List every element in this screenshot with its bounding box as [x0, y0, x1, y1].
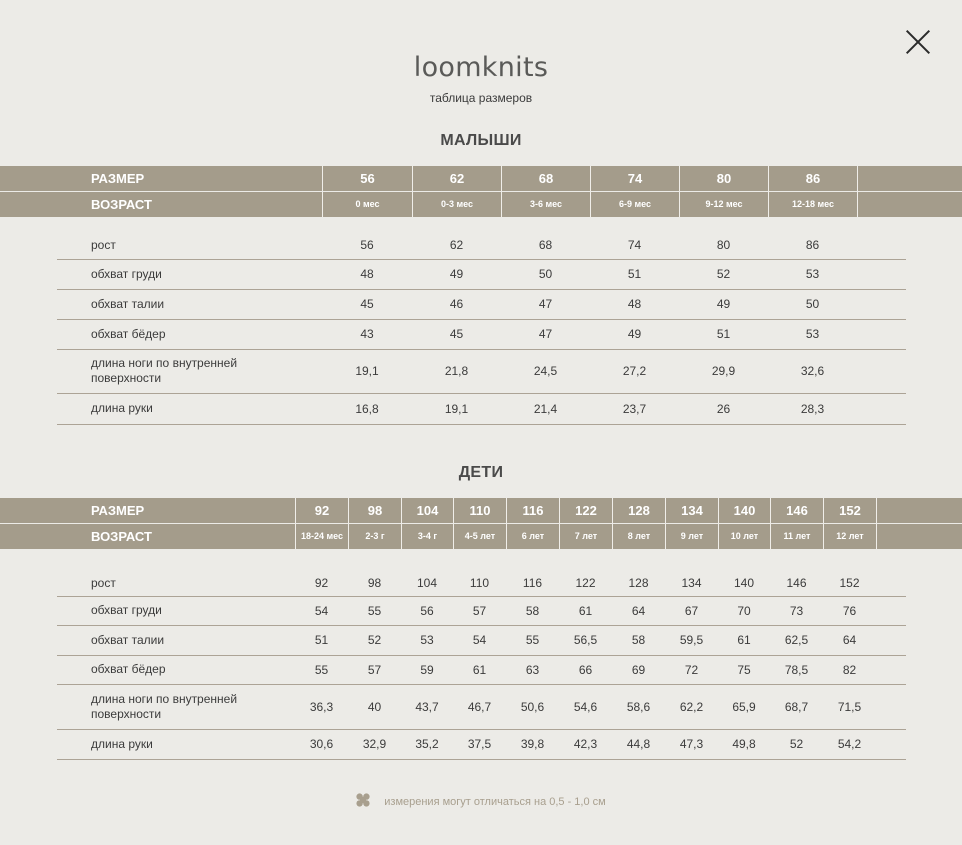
measurement-value: 86: [805, 238, 820, 252]
measurement-value: 78,5: [784, 662, 809, 677]
measurement-value: 62,5: [784, 633, 809, 647]
measurement-value: 61: [578, 603, 593, 618]
age-cell: 10 лет: [718, 524, 770, 549]
measurement-value: 49,8: [732, 737, 756, 751]
measurement-value: 24,5: [533, 364, 558, 378]
measurement-value: 80: [716, 238, 731, 252]
measurement-value: 70: [737, 603, 751, 618]
table-row: [57, 596, 906, 626]
size-cell: 122: [559, 498, 612, 523]
measurement-value: 104: [416, 576, 438, 590]
size-cell: 140: [718, 498, 770, 523]
measurement-value: 51: [314, 633, 329, 647]
measurement-value: 50: [805, 297, 820, 311]
measurement-value: 54,6: [573, 699, 598, 714]
age-cell: 8 лет: [612, 524, 665, 549]
size-header-row: [0, 498, 962, 523]
measurement-value: 29,9: [711, 364, 736, 378]
size-cell: 62: [412, 166, 501, 191]
measurement-value: 57: [367, 662, 382, 677]
size-cell: 146: [770, 498, 823, 523]
age-header-row: [0, 192, 962, 217]
measurement-value: 56: [420, 603, 434, 618]
measurement-label: обхват груди: [91, 603, 162, 617]
measurement-value: 35,2: [415, 737, 439, 751]
measurement-value: 49: [627, 327, 642, 341]
measurement-value: 53: [420, 633, 434, 647]
size-label: РАЗМЕР: [91, 171, 145, 186]
measurement-value: 50,6: [520, 699, 545, 714]
size-cell: 116: [506, 498, 559, 523]
measurement-value: 122: [575, 576, 596, 590]
measurement-value: 58,6: [626, 699, 651, 714]
measurement-value: 68: [538, 238, 553, 252]
measurement-value: 21,4: [533, 401, 558, 416]
measurement-value: 53: [805, 267, 820, 281]
measurement-value: 51: [627, 267, 642, 281]
measurement-value: 44,8: [626, 737, 651, 751]
table-row: [57, 625, 906, 656]
table-row: [57, 729, 906, 760]
size-cell: 104: [401, 498, 453, 523]
measurement-value: 134: [681, 576, 702, 590]
age-cell: 18-24 мес: [295, 524, 348, 549]
measurement-value: 128: [628, 576, 649, 590]
measurement-value: 51: [716, 327, 731, 341]
age-cell: 3-6 мес: [501, 192, 590, 217]
measurement-value: 28,3: [800, 401, 825, 416]
measurement-label: длина ноги по внутренней поверхности: [91, 691, 238, 721]
age-cell: 9 лет: [665, 524, 718, 549]
measurement-value: 19,1: [355, 364, 379, 378]
size-cell: 74: [590, 166, 679, 191]
table-row: [57, 570, 906, 597]
measurement-label: длина ноги по внутренней поверхности: [91, 356, 238, 385]
measurement-value: 62: [449, 238, 464, 252]
size-label: РАЗМЕР: [91, 503, 145, 518]
size-cell: 56: [322, 166, 412, 191]
age-header-row: [0, 524, 962, 549]
measurement-value: 76: [842, 603, 857, 618]
measurement-value: 32,9: [362, 737, 387, 751]
measurement-value: 43: [360, 327, 374, 341]
measurement-value: 52: [367, 633, 382, 647]
measurement-value: 27,2: [622, 364, 647, 378]
measurement-value: 48: [627, 297, 642, 311]
measurement-value: 46: [449, 297, 464, 311]
measurement-value: 69: [631, 662, 646, 677]
measurement-value: 52: [789, 737, 804, 751]
measurement-value: 56,5: [573, 633, 598, 647]
measurement-value: 140: [733, 576, 755, 590]
size-cell: 80: [679, 166, 768, 191]
size-cell: 128: [612, 498, 665, 523]
measurement-value: 54,2: [837, 737, 862, 751]
measurement-value: 64: [842, 633, 857, 647]
measurement-value: 55: [525, 633, 540, 647]
page-subtitle: таблица размеров: [429, 91, 533, 105]
measurement-value: 40: [367, 699, 382, 714]
measurement-value: 110: [469, 576, 490, 590]
measurement-value: 116: [522, 576, 543, 590]
age-cell: 7 лет: [559, 524, 612, 549]
table-row: [57, 655, 906, 685]
table-row: [57, 393, 906, 425]
measurement-value: 75: [737, 662, 751, 677]
age-cell: 11 лет: [770, 524, 823, 549]
size-cell: 134: [665, 498, 718, 523]
age-cell: 6-9 мес: [590, 192, 679, 217]
measurement-value: 64: [631, 603, 646, 618]
measurement-value: 45: [360, 297, 374, 311]
table-row: [57, 349, 906, 394]
size-cell: 68: [501, 166, 590, 191]
measurement-value: 61: [472, 662, 487, 677]
measurement-label: обхват талии: [91, 296, 165, 311]
measurement-value: 30,6: [309, 737, 334, 751]
measurement-value: 52: [716, 267, 731, 281]
section-title-kids: ДЕТИ: [458, 464, 504, 481]
age-cell: 2-3 г: [348, 524, 401, 549]
measurement-note: [0, 793, 962, 808]
section-title-babies: МАЛЫШИ: [440, 132, 522, 149]
measurement-value: 152: [839, 576, 860, 590]
flower-cross-icon: [356, 793, 370, 807]
table-row: [57, 319, 906, 350]
measurement-value: 92: [314, 576, 329, 590]
measurement-value: 72: [684, 662, 699, 677]
measurement-value: 47,3: [679, 737, 704, 751]
table-row: [57, 289, 906, 320]
measurement-value: 58: [631, 633, 646, 647]
measurement-value: 57: [472, 603, 487, 618]
size-cell: 110: [453, 498, 506, 523]
measurement-value: 26: [716, 401, 731, 416]
measurement-value: 146: [786, 576, 807, 590]
measurement-value: 45: [449, 327, 464, 341]
measurement-value: 67: [684, 603, 699, 618]
age-cell: 0-3 мес: [412, 192, 501, 217]
measurement-value: 82: [842, 662, 857, 677]
measurement-value: 42,3: [573, 737, 598, 751]
measurement-value: 61: [737, 633, 751, 647]
measurement-value: 53: [805, 327, 820, 341]
measurement-label: обхват талии: [91, 632, 165, 647]
size-header-row: [0, 166, 962, 191]
measurement-value: 48: [360, 267, 374, 281]
age-label: ВОЗРАСТ: [91, 529, 152, 544]
measurement-value: 58: [525, 603, 540, 618]
measurement-value: 54: [472, 633, 487, 647]
measurement-value: 43,7: [415, 699, 439, 714]
age-cell: 3-4 г: [401, 524, 453, 549]
measurement-value: 56: [360, 238, 374, 252]
measurement-value: 98: [367, 576, 382, 590]
measurement-note-text: измерения могут отличаться на 0,5 - 1,0 см: [384, 796, 606, 808]
measurement-value: 63: [525, 662, 540, 677]
measurement-value: 59,5: [679, 633, 704, 647]
table-row: [57, 259, 906, 290]
measurement-label: длина руки: [91, 736, 153, 751]
measurement-value: 37,5: [467, 737, 492, 751]
measurement-value: 21,8: [444, 364, 469, 378]
age-cell: 12 лет: [823, 524, 876, 549]
size-cell: 152: [823, 498, 876, 523]
measurement-value: 46,7: [467, 699, 492, 714]
age-cell: 0 мес: [322, 192, 412, 217]
table-row: [57, 684, 906, 730]
measurement-value: 39,8: [520, 737, 545, 751]
age-label: ВОЗРАСТ: [91, 197, 152, 212]
measurement-value: 55: [367, 603, 382, 618]
age-cell: 4-5 лет: [453, 524, 506, 549]
age-cell: 12-18 мес: [768, 192, 857, 217]
measurement-value: 62,2: [679, 699, 704, 714]
measurement-value: 73: [789, 603, 804, 618]
measurement-value: 49: [716, 297, 731, 311]
measurement-value: 19,1: [444, 401, 469, 416]
measurement-value: 54: [314, 603, 329, 618]
measurement-label: обхват бёдер: [91, 662, 166, 676]
measurement-label: обхват груди: [91, 266, 162, 281]
size-cell: 98: [348, 498, 401, 523]
measurement-value: 49: [449, 267, 464, 281]
measurement-value: 32,6: [800, 364, 825, 378]
measurement-value: 68,7: [784, 699, 809, 714]
brand-logo: loomknits: [413, 52, 549, 83]
age-cell: 9-12 мес: [679, 192, 768, 217]
measurement-label: рост: [91, 575, 116, 590]
measurement-label: длина руки: [91, 401, 153, 415]
size-cell: 92: [295, 498, 348, 523]
measurement-value: 23,7: [622, 401, 647, 416]
measurement-value: 50: [538, 267, 553, 281]
measurement-label: обхват бёдер: [91, 326, 166, 341]
measurement-value: 16,8: [355, 401, 379, 416]
table-row: [57, 231, 906, 260]
measurement-value: 65,9: [732, 699, 756, 714]
measurement-label: рост: [91, 237, 116, 252]
size-cell: 86: [768, 166, 857, 191]
measurement-value: 74: [627, 238, 642, 252]
measurement-value: 55: [314, 662, 329, 677]
measurement-value: 47: [538, 297, 553, 311]
age-cell: 6 лет: [506, 524, 559, 549]
measurement-value: 59: [420, 662, 434, 677]
measurement-value: 66: [578, 662, 593, 677]
measurement-value: 71,5: [837, 699, 862, 714]
measurement-value: 47: [538, 327, 553, 341]
measurement-value: 36,3: [309, 699, 334, 714]
